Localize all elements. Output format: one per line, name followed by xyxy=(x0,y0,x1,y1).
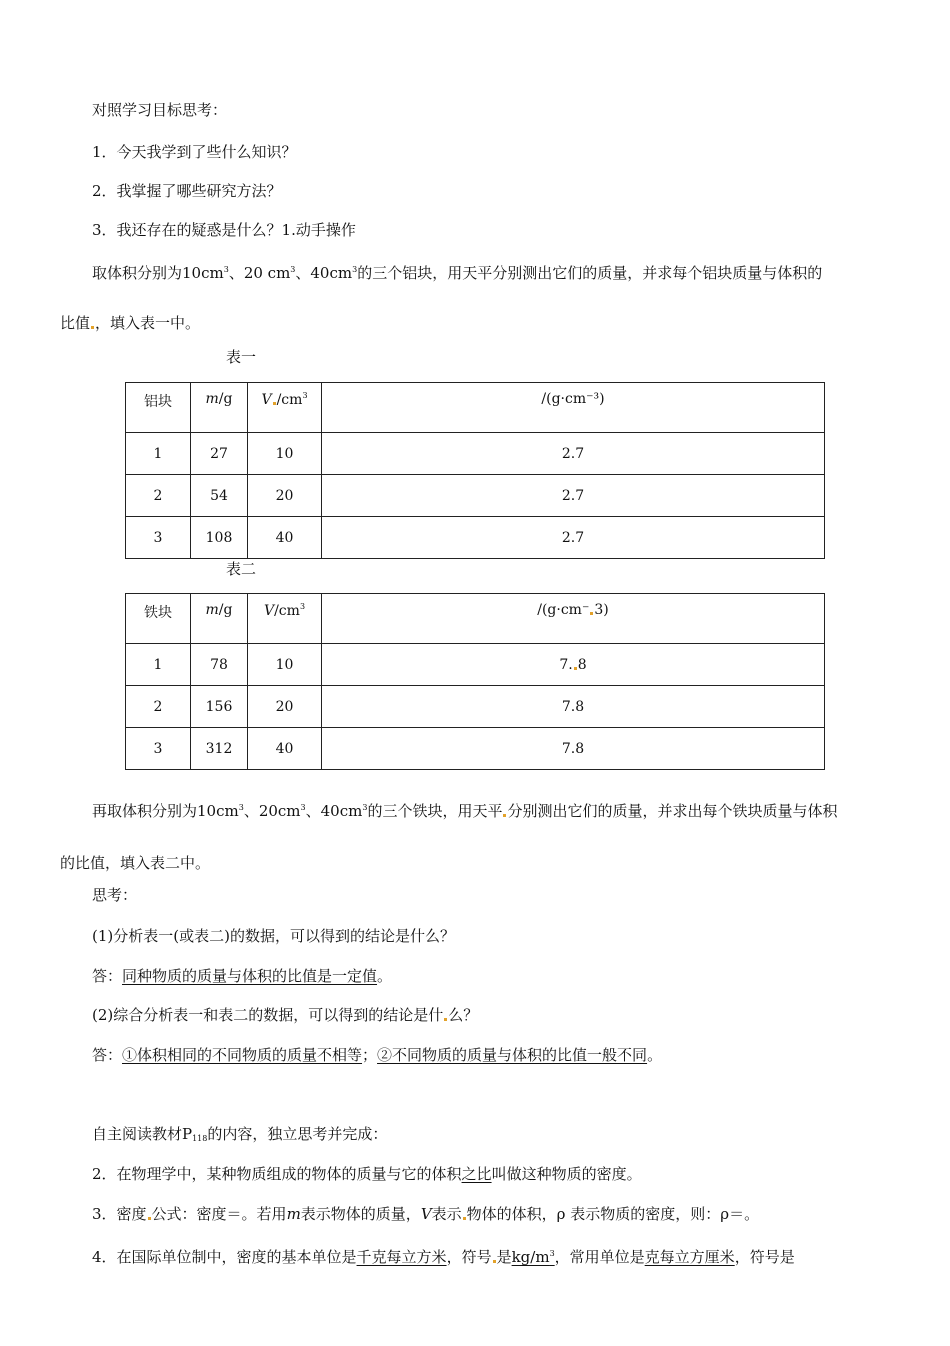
table2-caption: 表二 xyxy=(226,560,257,578)
table-header-row: 铁块 m/g $V/cm^3$ /(g·cm⁻ 3) xyxy=(126,594,825,644)
table-row: 3 312 40 7.8 xyxy=(126,728,825,770)
table-1 xyxy=(125,382,825,559)
reading-p2: 2．在物理学中，某种物质组成的物体的质量与它的体积之比叫做这种物质的密度。 xyxy=(92,1165,642,1183)
table-2 xyxy=(125,593,825,770)
reflect-q2: 2．我掌握了哪些研究方法？ xyxy=(92,182,282,200)
reflect-title: 对照学习目标思考： xyxy=(92,101,228,119)
table-row: 2 54 20 2.7 xyxy=(126,475,825,517)
think-a1: 答：同种物质的质量与体积的比值是一定值。 xyxy=(92,967,393,985)
think-q1: (1)分析表一(或表二)的数据，可以得到的结论是什么？ xyxy=(92,927,455,945)
think-title: 思考： xyxy=(92,886,138,904)
table-row: 1 27 10 2.7 xyxy=(126,433,825,475)
table1-caption: 表一 xyxy=(226,348,257,366)
reading-intro: 自主阅读教材$P_{118}$的内容，独立思考并完成： xyxy=(92,1125,388,1143)
reading-p3: 3．密度 公式：密度＝。若用m表示物体的质量，V表示 物体的体积，ρ 表示物质的密度，则：ρ＝。 xyxy=(92,1205,760,1223)
intro-paragraph-1: 取体积分别为$10cm^3$、20 $cm^3$、$40cm^3$的三个铝块，用天平分别测出它们的质量，并求每个铝块质量与体积的 比值 ，填入表一中。 xyxy=(60,264,823,332)
table-row: 2 156 20 7.8 xyxy=(126,686,825,728)
reading-p4: 4．在国际单位制中，密度的基本单位是千克每立方米，符号 是$kg/m^3$，常用单位是克每立方厘米，符号是 xyxy=(92,1248,795,1266)
table-row: 1 78 10 7. 8 xyxy=(126,644,825,686)
reflect-q3: 3．我还存在的疑惑是什么？1.动手操作 xyxy=(92,221,356,239)
intro-paragraph-2: 再取体积分别为$10cm^3$、$20cm^3$、$40cm^3$的三个铁块，用天平 分别测出它们的质量，并求出每个铁块质量与体积 的比值，填入表二中。 xyxy=(60,802,838,872)
think-a2: 答：①体积相同的不同物质的质量不相等；②不同物质的质量与体积的比值一般不同。 xyxy=(92,1046,663,1064)
table-row: 3 108 40 2.7 xyxy=(126,517,825,559)
reflect-q1: 1．今天我学到了些什么知识？ xyxy=(92,143,297,161)
table-header-row: 铝块 m/g V $/cm^3$ /(g·cm⁻³) xyxy=(126,383,825,433)
think-q2: (2)综合分析表一和表二的数据，可以得到的结论是什 么？ xyxy=(92,1006,479,1024)
